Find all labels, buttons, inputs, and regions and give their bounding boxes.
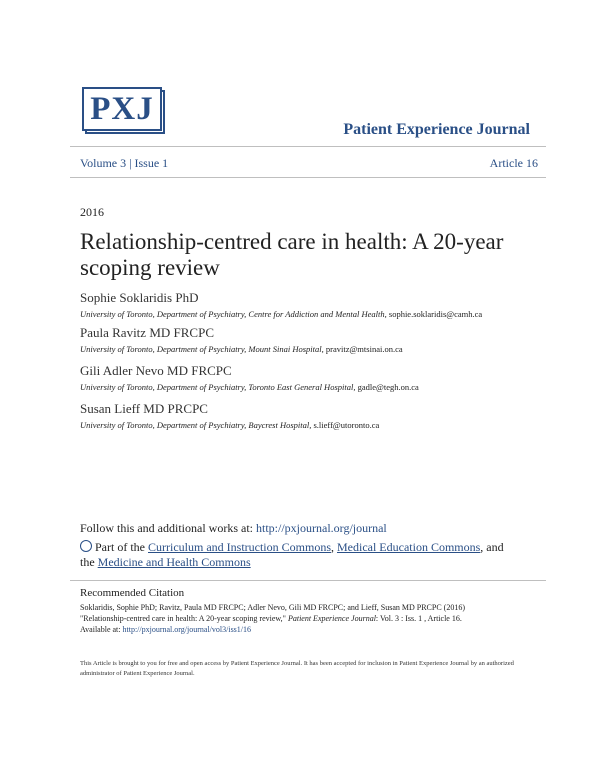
author-name: Sophie Soklaridis PhD bbox=[80, 290, 199, 305]
author-affiliation: University of Toronto, Department of Psychiatry, Centre for Addiction and Mental Health, sophie.soklaridis@camh.ca bbox=[80, 309, 483, 319]
author-name: Gili Adler Nevo MD FRCPC bbox=[80, 363, 232, 378]
author-block-2 bbox=[80, 325, 403, 354]
citation-text: Soklaridis, Sophie PhD; Ravitz, Paula MD FRCPC; Adler Nevo, Gili MD FRCPC; and Lieff, Susan MD PRCPC (2016) "Relationship-centred care in health: A 20-year scoping review," Patient Experience Journal: Vol. 3 : Iss. 1 , Article 16. Available at: http://pxjournal.org/journal/vol3/iss1/16 bbox=[80, 603, 465, 634]
author-block-3 bbox=[80, 363, 419, 392]
author-name: Susan Lieff MD PRCPC bbox=[80, 401, 208, 416]
journal-title[interactable]: Patient Experience Journal bbox=[343, 121, 530, 138]
curriculum-commons-link[interactable]: Curriculum and Instruction Commons bbox=[148, 540, 331, 554]
citation-url-link[interactable]: http://pxjournal.org/journal/vol3/iss1/16 bbox=[122, 625, 252, 634]
author-block-4 bbox=[80, 401, 379, 430]
publication-year: 2016 bbox=[80, 205, 104, 219]
header-divider bbox=[70, 177, 546, 178]
commons-icon bbox=[80, 540, 92, 552]
journal-link[interactable]: http://pxjournal.org/journal bbox=[256, 521, 387, 535]
follow-line bbox=[80, 521, 387, 536]
author-affiliation: University of Toronto, Department of Psychiatry, Mount Sinai Hospital, pravitz@mtsinai.on.ca bbox=[80, 344, 403, 354]
author-email[interactable]: sophie.soklaridis@camh.ca bbox=[388, 309, 483, 319]
part-of-line: Part of the Curriculum and Instruction Commons, Medical Education Commons, and the Medicine and Health Commons bbox=[80, 540, 504, 569]
author-affiliation: University of Toronto, Department of Psychiatry, Baycrest Hospital, s.lieff@utoronto.ca bbox=[80, 420, 380, 430]
article-title: Relationship-centred care in health: A 20-year scoping review bbox=[80, 229, 504, 280]
medicine-health-commons-link[interactable]: Medicine and Health Commons bbox=[97, 555, 251, 569]
author-affiliation: University of Toronto, Department of Psychiatry, Toronto East General Hospital, gadle@tegh.on.ca bbox=[80, 382, 419, 392]
author-block-1 bbox=[80, 290, 482, 319]
recommended-citation-heading: Recommended Citation bbox=[80, 587, 185, 599]
footer-note: This Article is brought to you for free and open access by Patient Experience Journal. It has been accepted for inclusion in Patient Experience Journal by an authorized administrator of Patient Experience Journal. bbox=[80, 660, 514, 677]
volume-issue-link[interactable]: Volume 3 | Issue 1 bbox=[80, 156, 169, 170]
author-email[interactable]: gadle@tegh.on.ca bbox=[357, 382, 419, 392]
medical-education-commons-link[interactable]: Medical Education Commons bbox=[336, 540, 481, 554]
article-number-link[interactable]: Article 16 bbox=[489, 156, 538, 170]
follow-prefix: Follow this and additional works at: bbox=[80, 521, 253, 535]
author-email[interactable]: pravitz@mtsinai.on.ca bbox=[325, 344, 403, 354]
citation-divider bbox=[70, 580, 546, 581]
top-divider bbox=[70, 146, 546, 147]
author-name: Paula Ravitz MD FRCPC bbox=[80, 325, 214, 340]
pxj-logo: PXJ bbox=[82, 87, 162, 131]
author-email[interactable]: s.lieff@utoronto.ca bbox=[313, 420, 380, 430]
